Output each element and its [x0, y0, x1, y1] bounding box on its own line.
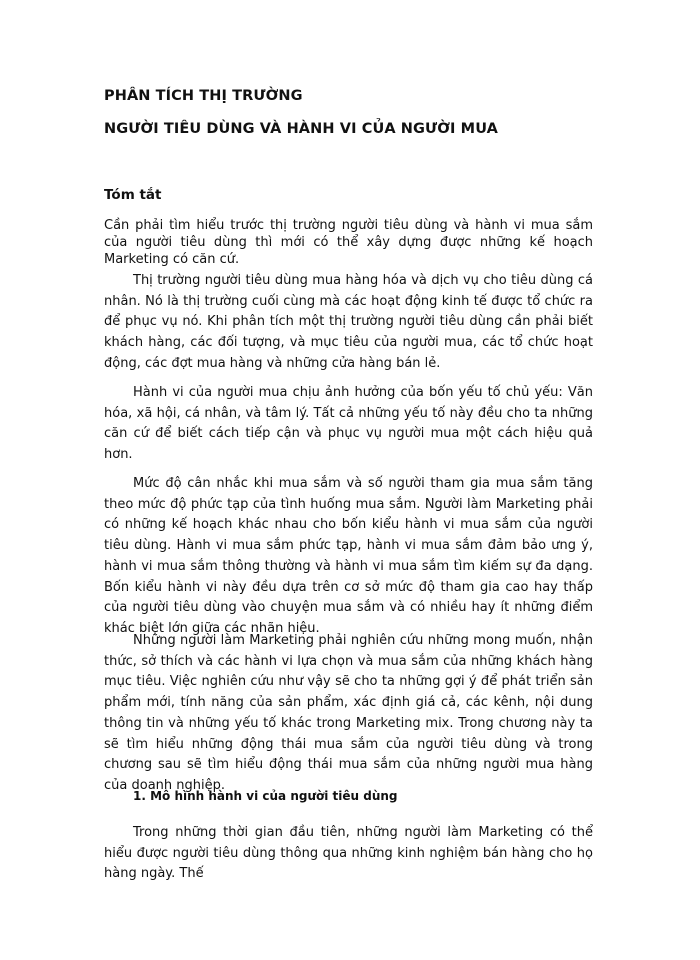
body-paragraph-5: Trong những thời gian đầu tiên, những người làm Marketing có thể hiểu được người tiêu dùng thông qua những kinh nghiệm bán hàng cho họ hàng ngày. Thế — [104, 825, 593, 882]
document-title-line-2: NGƯỜI TIÊU DÙNG VÀ HÀNH VI CỦA NGƯỜI MUA — [104, 121, 498, 137]
summary-heading: Tóm tắt — [104, 187, 162, 203]
body-paragraph-1: Thị trường người tiêu dùng mua hàng hóa và dịch vụ cho tiêu dùng cá nhân. Nó là thị trường cuối cùng mà các hoạt động kinh tế được tổ chức ra để phục vụ nó. Khi phân tích một thị trường người tiêu dùng cần phải biết khách hàng, các đối tượng, và mục tiêu của người mua, các tổ chức hoạt động, các đợt mua hàng và những cửa hàng bán lẻ. — [104, 273, 593, 371]
document-title-line-1: PHÂN TÍCH THỊ TRƯỜNG — [104, 88, 303, 104]
body-paragraph-3: Mức độ cân nhắc khi mua sắm và số người tham gia mua sắm tăng theo mức độ phức tạp của tình huống mua sắm. Người làm Marketing phải có những kế hoạch khác nhau cho bốn kiểu hành vi mua sắm của người tiêu dùng. Hành vi mua sắm phức tạp, hành vi mua sắm đảm bảo ưng ý, hành vi mua sắm thông thường và hành vi mua sắm tìm kiếm sự đa dạng. Bốn kiểu hành vi này đều dựa trên cơ sở mức độ tham gia cao hay thấp của người tiêu dùng vào chuyện mua sắm và có nhiều hay ít những điểm khác biệt lớn giữa các nhãn hiệu. — [104, 476, 593, 636]
body-paragraph-4: Những người làm Marketing phải nghiên cứu những mong muốn, nhận thức, sở thích và các hành vi lựa chọn và mua sắm của những khách hàng mục tiêu. Việc nghiên cứu như vậy sẽ cho ta những gợi ý để phát triển sản phẩm mới, tính năng của sản phẩm, xác định giá cả, các kênh, nội dung thông tin và những yếu tố khác trong Marketing mix. Trong chương này ta sẽ tìm hiểu những động thái mua sắm của người tiêu dùng và trong chương sau sẽ tìm hiểu động thái mua sắm của những người mua hàng của doanh nghiệp. — [104, 633, 593, 793]
body-paragraph-2: Hành vi của người mua chịu ảnh hưởng của bốn yếu tố chủ yếu: Văn hóa, xã hội, cá nhân, và tâm lý. Tất cả những yếu tố này đều cho ta những căn cứ để biết cách tiếp cận và phục vụ người mua một cách hiệu quả hơn. — [104, 385, 593, 463]
summary-paragraph: Cần phải tìm hiểu trước thị trường người tiêu dùng và hành vi mua sắm của người tiêu dùng thì mới có thể xây dựng được những kế hoạch Marketing có căn cứ. — [104, 218, 593, 267]
section-heading: 1. Mô hình hành vi của người tiêu dùng — [133, 789, 398, 803]
